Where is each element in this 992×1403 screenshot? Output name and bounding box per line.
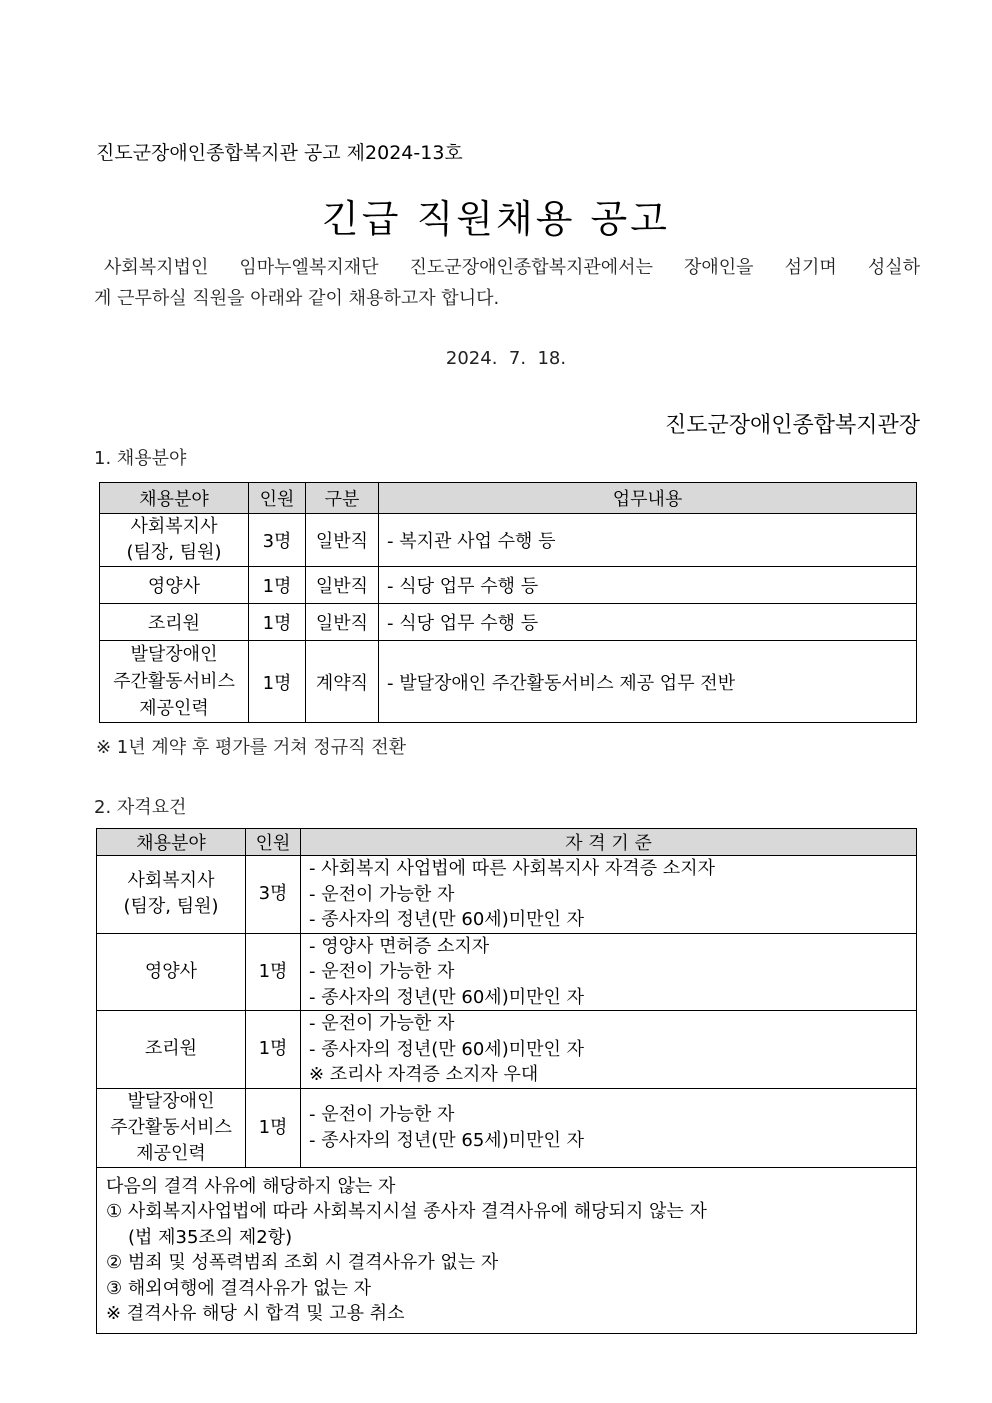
criteria-line: - 종사자의 정년(만 60세)미만인 자	[309, 909, 584, 930]
field-cell: 조리원	[100, 604, 249, 641]
type-cell: 일반직	[306, 604, 379, 641]
disqualification-cell	[97, 1167, 917, 1333]
recruitment-table	[99, 482, 917, 723]
field-line: 주간활동서비스	[110, 1116, 232, 1138]
type-cell: 일반직	[306, 514, 379, 567]
criteria-line: - 운전이 가능한 자	[309, 1104, 455, 1125]
column-header: 인원	[246, 829, 301, 856]
column-header: 구분	[306, 483, 379, 514]
field-cell	[100, 641, 249, 723]
disqualification-line: ① 사회복지사업법에 따라 사회복지시설 종사자 결격사유에 해당되지 않는 자	[106, 1201, 707, 1222]
criteria-cell	[301, 856, 917, 934]
duty-cell: - 복지관 사업 수행 등	[379, 514, 917, 567]
duty-cell: - 식당 업무 수행 등	[379, 604, 917, 641]
notice-date: 2024. 7. 18.	[445, 348, 567, 369]
disqualification-line: (법 제35조의 제2항)	[128, 1226, 293, 1248]
field-line: 사회복지사	[127, 870, 215, 892]
count-cell: 1명	[246, 933, 301, 1011]
field-line: 발달장애인	[130, 644, 218, 665]
criteria-line: - 운전이 가능한 자	[309, 1013, 455, 1034]
section-1-heading: 1. 채용분야	[94, 448, 187, 469]
section-2-heading: 2. 자격요건	[94, 797, 187, 818]
field-line: (팀장, 팀원)	[123, 896, 219, 918]
criteria-cell	[301, 1011, 917, 1089]
table-row	[97, 1088, 917, 1167]
notice-number: 진도군장애인종합복지관 공고 제2024-13호	[96, 142, 463, 164]
criteria-cell	[301, 933, 917, 1011]
criteria-line: ※ 조리사 자격증 소지자 우대	[309, 1064, 539, 1085]
field-cell: 조리원	[97, 1011, 246, 1089]
field-cell	[100, 514, 249, 567]
column-header: 채용분야	[100, 483, 249, 514]
table-row	[97, 856, 917, 934]
disqualification-line: ※ 결격사유 해당 시 합격 및 고용 취소	[106, 1303, 405, 1324]
criteria-line: - 종사자의 정년(만 60세)미만인 자	[309, 986, 584, 1008]
criteria-line: - 운전이 가능한 자	[309, 961, 455, 982]
field-cell: 영양사	[97, 933, 246, 1011]
field-cell	[97, 856, 246, 934]
disqualification-row	[97, 1167, 917, 1333]
field-line: 발달장애인	[127, 1090, 215, 1112]
conversion-note: ※ 1년 계약 후 평가를 거쳐 정규직 전환	[96, 737, 407, 758]
criteria-cell	[301, 1088, 917, 1167]
count-cell: 1명	[249, 641, 306, 723]
count-cell: 1명	[249, 567, 306, 604]
duty-cell: - 발달장애인 주간활동서비스 제공 업무 전반	[379, 641, 917, 723]
disqualification-line: ② 범죄 및 성폭력범죄 조회 시 결격사유가 없는 자	[106, 1252, 499, 1273]
column-header: 인원	[249, 483, 306, 514]
field-line: 주간활동서비스	[113, 671, 235, 692]
criteria-line: - 운전이 가능한 자	[309, 883, 455, 905]
table-row	[100, 567, 917, 604]
duty-cell: - 식당 업무 수행 등	[379, 567, 917, 604]
count-cell: 3명	[246, 856, 301, 934]
count-cell: 1명	[249, 604, 306, 641]
issuer-name: 진도군장애인종합복지관장	[664, 413, 920, 438]
criteria-line: - 종사자의 정년(만 60세)미만인 자	[309, 1038, 584, 1060]
intro-line-2: 게 근무하실 직원을 아래와 같이 채용하고자 합니다.	[94, 288, 500, 309]
table-row	[97, 1011, 917, 1089]
count-cell: 3명	[249, 514, 306, 567]
field-line: 제공인력	[139, 698, 209, 719]
field-line: 제공인력	[136, 1142, 206, 1164]
type-cell: 계약직	[306, 641, 379, 723]
table-row	[100, 514, 917, 567]
table-header-row	[100, 483, 917, 514]
field-line: (팀장, 팀원)	[126, 542, 222, 563]
table-header-row	[97, 829, 917, 856]
count-cell: 1명	[246, 1011, 301, 1089]
qualification-table	[96, 828, 917, 1334]
table-row	[100, 604, 917, 641]
criteria-line: - 영양사 면허증 소지자	[309, 935, 490, 957]
column-header: 채용분야	[97, 829, 246, 856]
table-row	[97, 933, 917, 1011]
table-row	[100, 641, 917, 723]
type-cell: 일반직	[306, 567, 379, 604]
column-header: 업무내용	[379, 483, 917, 514]
field-cell: 영양사	[100, 567, 249, 604]
field-line: 사회복지사	[130, 516, 218, 537]
disqualification-line: ③ 해외여행에 결격사유가 없는 자	[106, 1277, 372, 1299]
criteria-line: - 사회복지 사업법에 따른 사회복지사 자격증 소지자	[309, 858, 715, 879]
page-title: 긴급 직원채용 공고	[322, 197, 670, 241]
intro-line-1: 사회복지법인 임마누엘복지재단 진도군장애인종합복지관에서는 장애인을 섬기며 성실하	[104, 257, 920, 278]
column-header: 자 격 기 준	[301, 829, 917, 856]
intro-paragraph	[94, 252, 920, 314]
count-cell: 1명	[246, 1088, 301, 1167]
field-cell	[97, 1088, 246, 1167]
disqualification-line: 다음의 결격 사유에 해당하지 않는 자	[106, 1175, 396, 1197]
criteria-line: - 종사자의 정년(만 65세)미만인 자	[309, 1129, 584, 1151]
